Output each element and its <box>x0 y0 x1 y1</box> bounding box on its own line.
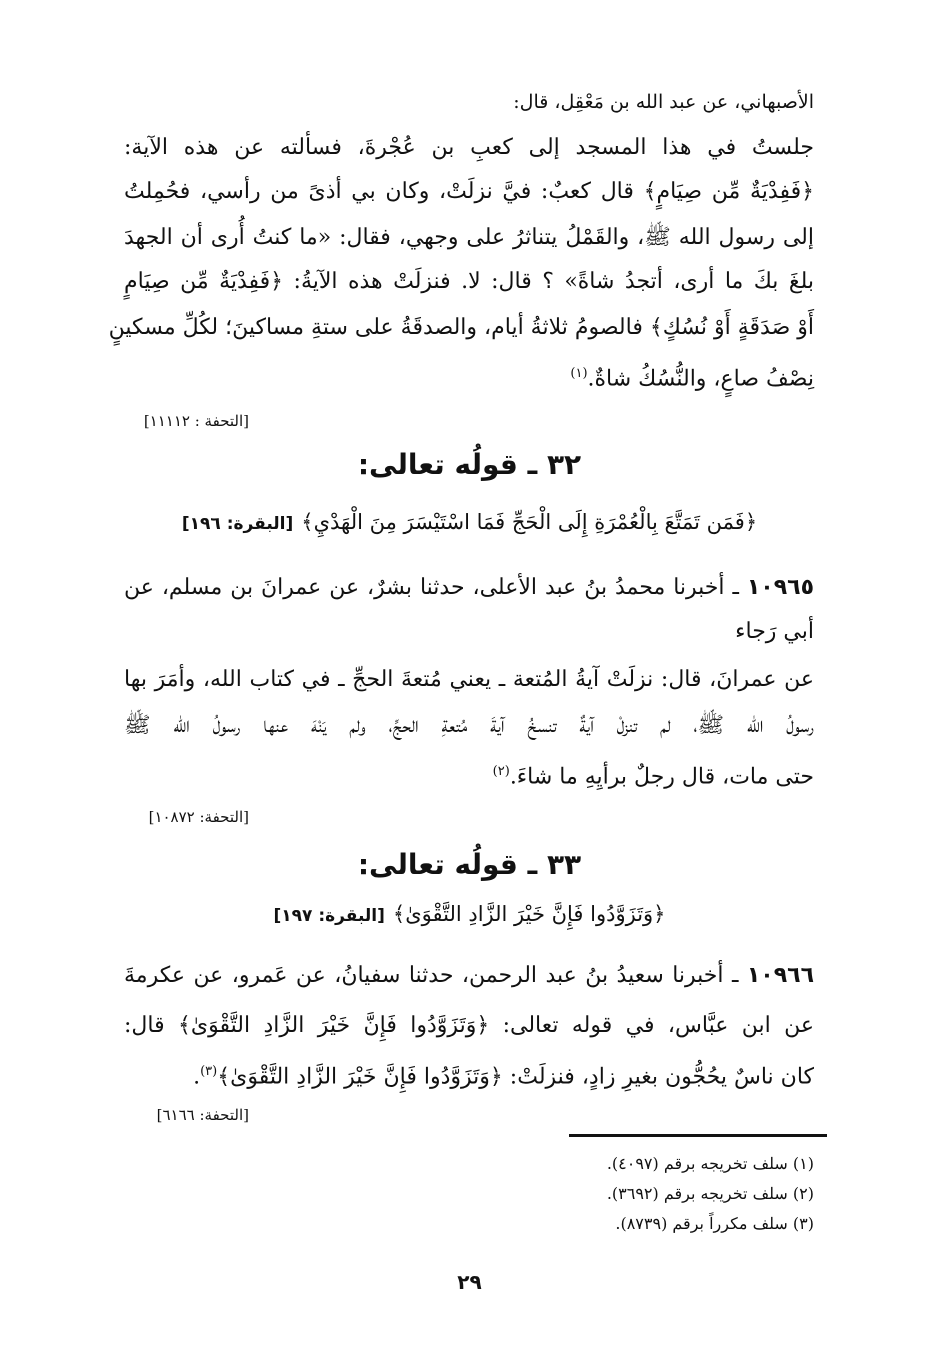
hadith-number-10966: ١٠٩٦٦ <box>746 963 814 988</box>
text-line-12-body: حتى مات، قال رجلٌ برأيِهِ ما شاءَ. <box>509 764 814 790</box>
text-line-15 <box>124 1052 814 1097</box>
tuhfa-reference-1: [التحفة : ١١١١٢] <box>143 412 249 430</box>
text-line-3: ﴿فَفِدْيَةٌ مِّن صِيَامٍ﴾ قال كعبٌ: فيَّ نزلَتْ، وكان بي أذىً من رأسي، فحُمِلتُ <box>124 179 814 204</box>
text-line-14: عن ابن عبَّاس، في قوله تعالى: ﴿وَتَزَوَّدُوا فَإِنَّ خَيْرَ الزَّادِ التَّقْوَىٰ﴾ قال: <box>124 1013 814 1038</box>
text-line-10: عن عمرانَ، قال: نزلَتْ آيةُ المُتعة ـ يعني مُتعةَ الحجِّ ـ في كتاب الله، وأمَرَ بها <box>124 667 814 692</box>
tuhfa-reference-2: [التحفة: ١٠٨٧٢] <box>148 808 249 826</box>
text-line-1: الأصبهاني، عن عبد الله بن مَعْقِل، قال: <box>513 91 814 113</box>
verse-33: ﴿وَتَزَوَّدُوا فَإِنَّ خَيْرَ الزَّادِ التَّقْوَىٰ﴾ <box>392 902 666 926</box>
text-line-15-body: كان ناسٌ يحُجُّون بغيرِ زادٍ، فنزلَتْ: ﴿وَتَزَوَّدُوا فَإِنَّ خَيْرَ الزَّادِ التَّقْوَىٰ﴾ <box>217 1064 814 1090</box>
verse-32: ﴿فَمَن تَمَتَّعَ بِالْعُمْرَةِ إِلَى الْحَجِّ فَمَا اسْتَيْسَرَ مِنَ الْهَدْيِ﴾ <box>301 510 758 534</box>
text-line-13 <box>124 956 814 996</box>
text-line-7 <box>124 354 814 399</box>
footnote-1: (١) سلف تخريجه برقم (٤٠٩٧). <box>606 1154 814 1173</box>
verse-line-32 <box>0 510 939 534</box>
text-line-12 <box>124 752 814 797</box>
hadith-number-10965: ١٠٩٦٥ <box>746 575 814 600</box>
text-line-8-body: ـ أخبرنا محمدُ بنُ عبد الأعلى، حدثنا بشرٌ، عن عمرانَ بن مسلم، عن <box>124 575 747 600</box>
verse-33-reference: [البقرة: ١٩٧] <box>273 906 385 926</box>
footnote-ref-3: (٣) <box>200 1064 218 1079</box>
text-line-4: إلى رسول الله ﷺ، والقَمْلُ يتناثرُ على وجهي، فقال: «ما كنتُ أُرى أن الجهدَ <box>124 225 814 250</box>
section-heading-32: ٣٢ ـ قولُه تعالى: <box>357 448 582 481</box>
footnote-2: (٢) سلف تخريجه برقم (٣٦٩٢). <box>606 1184 814 1203</box>
text-line-2: جلستُ في هذا المسجد إلى كعبِ بن عُجْرةَ، فسألته عن هذه الآية: <box>124 135 814 160</box>
page-number: ٢٩ <box>457 1270 482 1294</box>
text-line-5: بلغَ بكَ ما أرى، أتجدُ شاةً» ؟ قال: لا. فنزلَتْ هذه الآيةُ: ﴿فَفِدْيَةٌ مِّن صِيَامٍ <box>124 269 815 294</box>
text-line-8 <box>124 568 814 608</box>
text-line-6: أَوْ صَدَقَةٍ أَوْ نُسُكٍ﴾ فالصومُ ثلاثةُ أيام، والصدقَةُ على ستةِ مساكينَ؛ لكُلِّ مسكينٍ <box>108 315 814 340</box>
text-line-15-end: . <box>193 1064 201 1090</box>
verse-32-reference: [البقرة: ١٩٦] <box>181 514 294 534</box>
footnote-ref-2: (٢) <box>492 764 510 779</box>
text-line-9: أبي رَجاء <box>735 619 814 644</box>
text-line-11: رسولُ الله ﷺ، لم تنزلْ آيةٌ تنسخُ آيةَ مُتعةِ الحجِّ، ولم يَنْهَ عنها رسولُ الله ﷺ <box>124 713 814 738</box>
tuhfa-reference-3: [التحفة: ٦١٦٦] <box>156 1106 249 1124</box>
text-line-7-body: نِصْفُ صاعٍ، والنُّسُكُ شاةٌ. <box>587 366 814 392</box>
footnote-3: (٣) سلف مكرراً برقم (٨٧٣٩). <box>615 1214 814 1233</box>
section-heading-33: ٣٣ ـ قولُه تعالى: <box>357 848 582 881</box>
text-line-13-body: ـ أخبرنا سعيدُ بنُ عبد الرحمن، حدثنا سفيانُ، عن عَمرو، عن عكرمةَ <box>124 963 747 988</box>
footnote-separator <box>569 1134 827 1137</box>
verse-line-33 <box>0 902 939 926</box>
footnote-ref-1: (١) <box>570 366 588 381</box>
